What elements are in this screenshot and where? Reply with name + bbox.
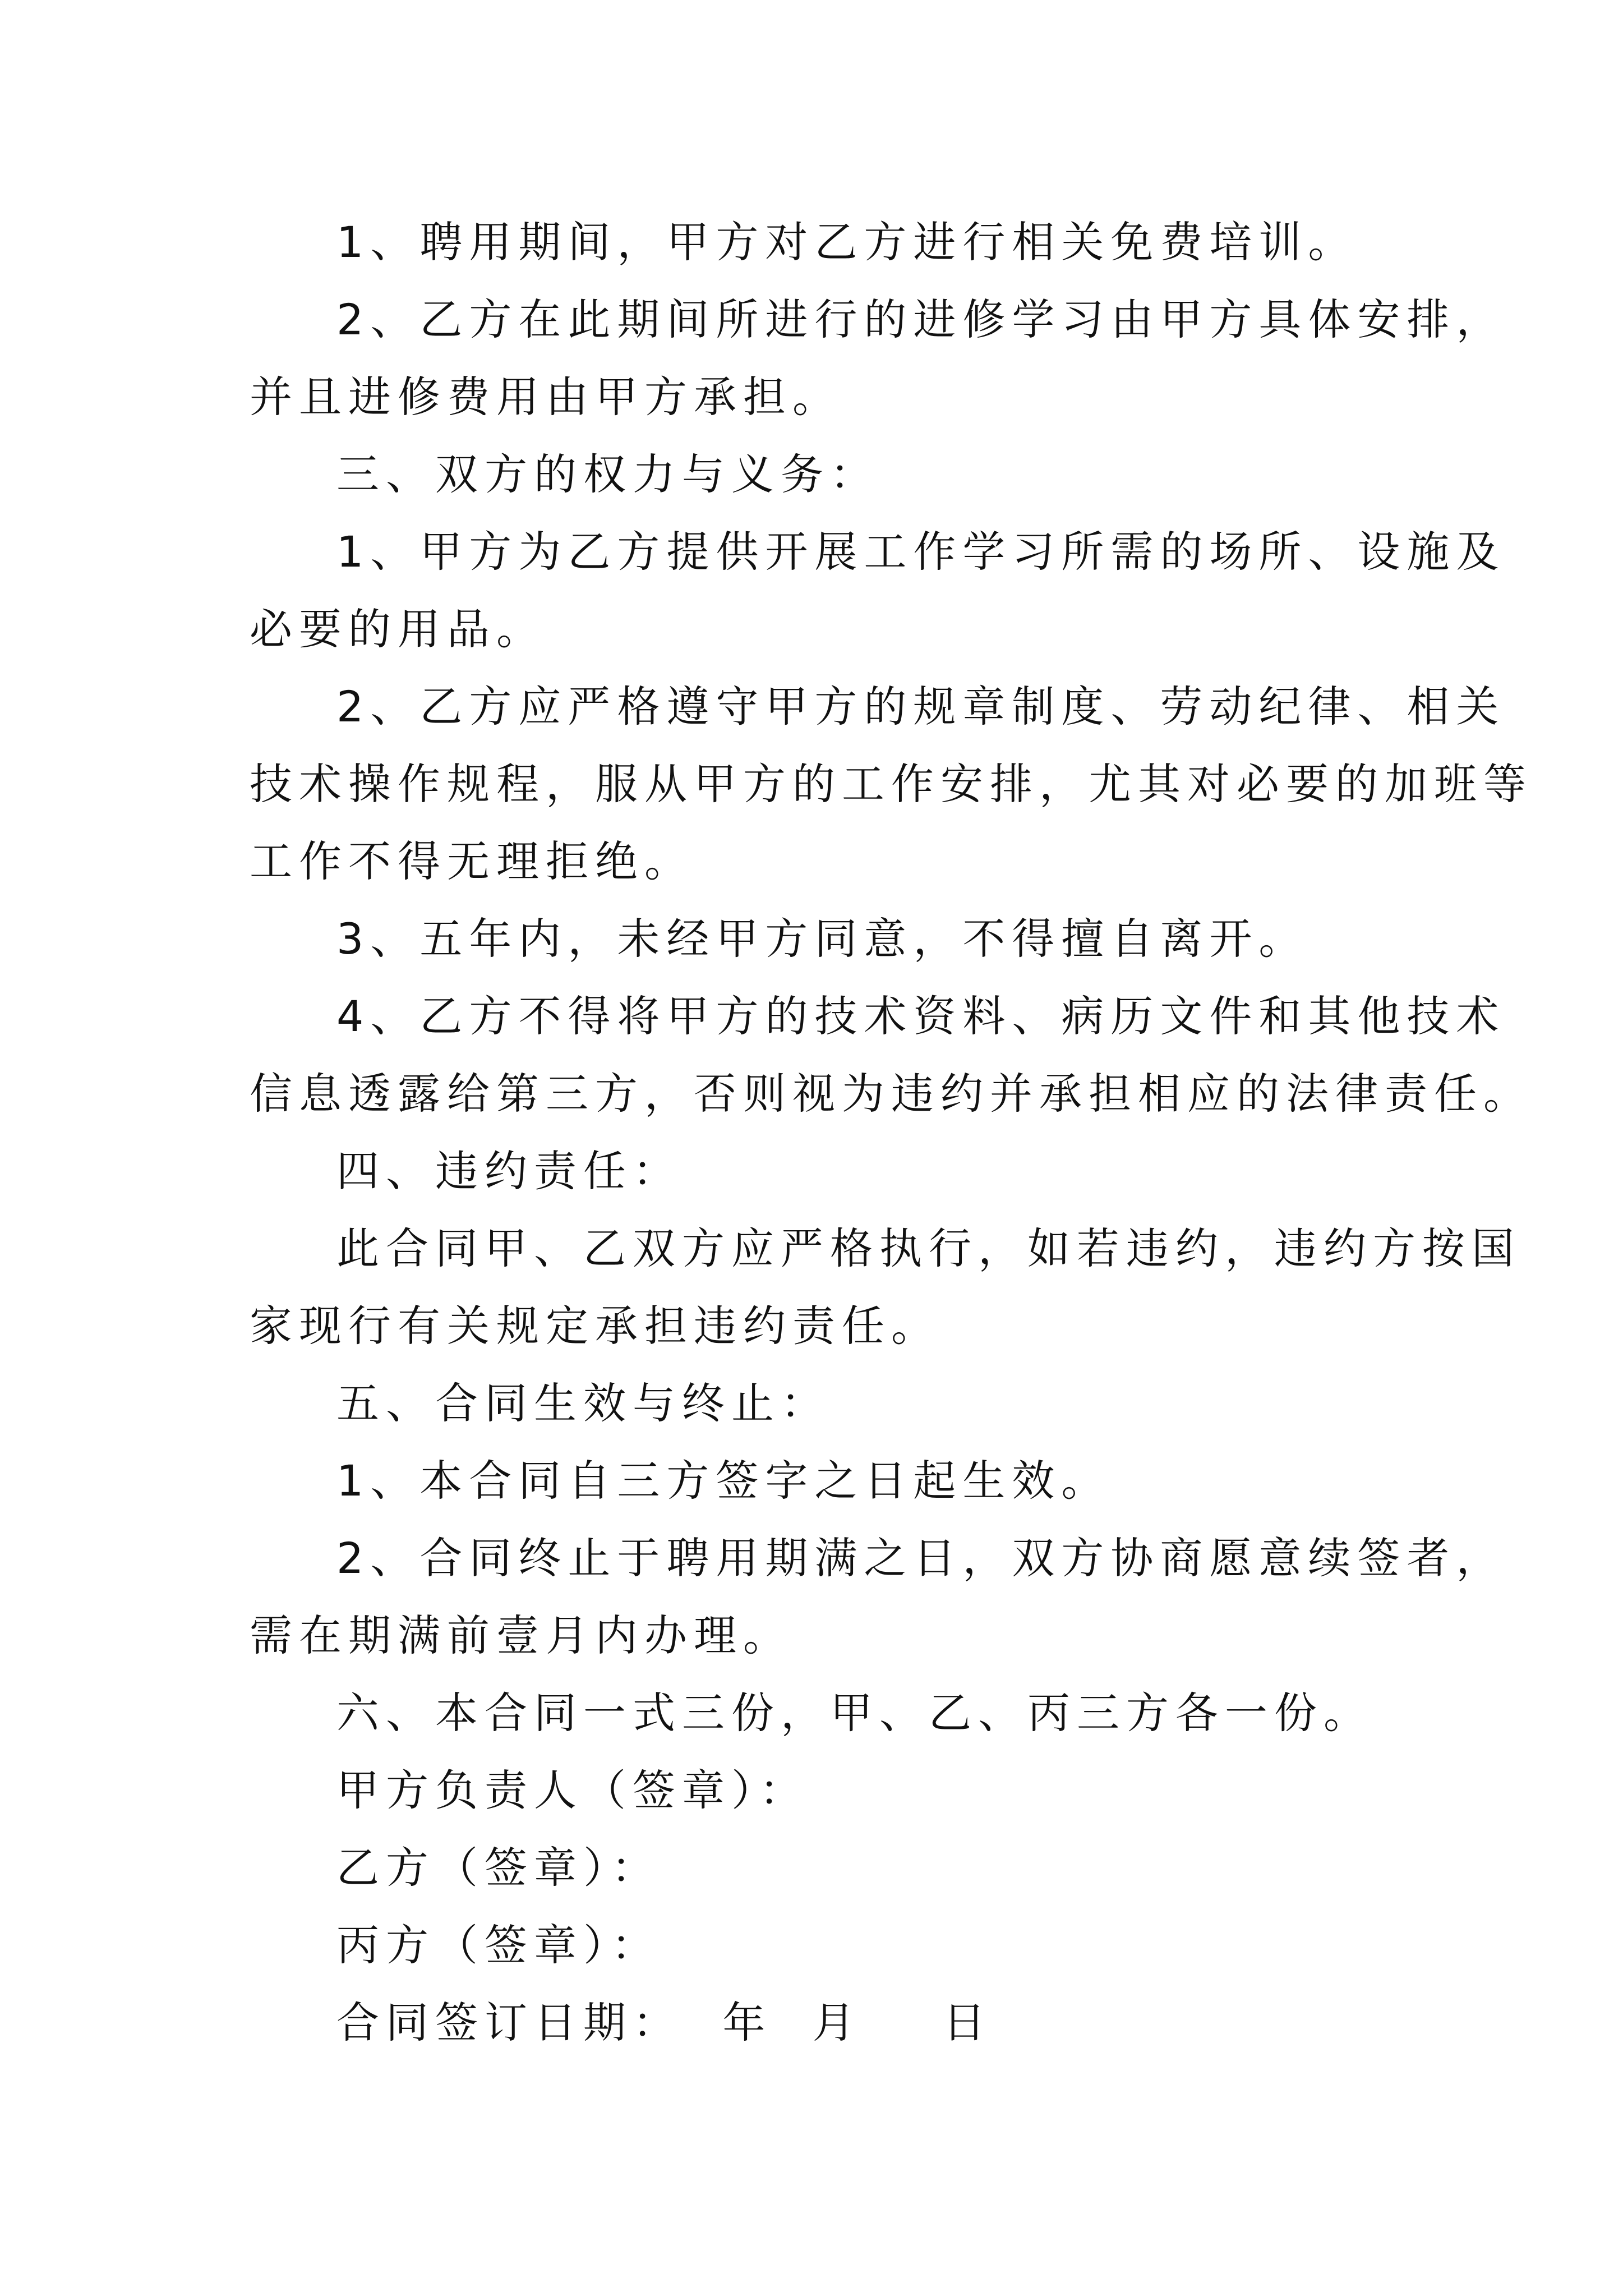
clause-rules-line-3: 工作不得无理拒绝。 [250, 836, 694, 886]
party-b-signature-line: 乙方（签章）： [336, 1843, 661, 1893]
clause-facilities-line-2: 必要的用品。 [250, 604, 546, 654]
section-effect-heading: 五、合同生效与终止： [336, 1378, 830, 1428]
clause-rules-line-1: 2、乙方应严格遵守甲方的规章制度、劳动纪律、相关 [336, 682, 1506, 731]
section-breach-heading: 四、违约责任： [336, 1146, 682, 1196]
clause-breach-line-2: 家现行有关规定承担违约责任。 [250, 1301, 940, 1351]
signing-date-line: 合同签订日期： 年 月 日 [336, 1998, 993, 2047]
clause-training-line: 1、聘用期间，甲方对乙方进行相关免费培训。 [336, 217, 1358, 267]
clause-rules-line-2: 技术操作规程，服从甲方的工作安排，尤其对必要的加班等 [250, 759, 1533, 809]
clause-facilities-line-1: 1、甲方为乙方提供开展工作学习所需的场所、设施及 [336, 527, 1506, 577]
clause-study-line-2: 并且进修费用由甲方承担。 [250, 372, 842, 422]
party-c-signature-line: 丙方（签章）： [336, 1920, 661, 1970]
clause-termination-line-1: 2、合同终止于聘用期满之日，双方协商愿意续签者， [336, 1533, 1506, 1583]
party-a-signature-line: 甲方负责人（签章）： [336, 1765, 809, 1815]
clause-breach-line-1: 此合同甲、乙双方应严格执行，如若违约，违约方按国 [336, 1223, 1521, 1273]
clause-termination-line-2: 需在期满前壹月内办理。 [250, 1611, 792, 1660]
section-copies-line: 六、本合同一式三份，甲、乙、丙三方各一份。 [336, 1688, 1373, 1738]
clause-confidentiality-line-2: 信息透露给第三方，否则视为违约并承担相应的法律责任。 [250, 1069, 1533, 1119]
section-rights-heading: 三、双方的权力与义务： [336, 449, 879, 499]
clause-confidentiality-line-1: 4、乙方不得将甲方的技术资料、病历文件和其他技术 [336, 991, 1506, 1041]
clause-effective-line: 1、本合同自三方签字之日起生效。 [336, 1456, 1111, 1506]
clause-five-years-line: 3、五年内，未经甲方同意，不得擅自离开。 [336, 914, 1308, 964]
clause-study-line-1: 2、乙方在此期间所进行的进修学习由甲方具体安排， [336, 295, 1506, 344]
